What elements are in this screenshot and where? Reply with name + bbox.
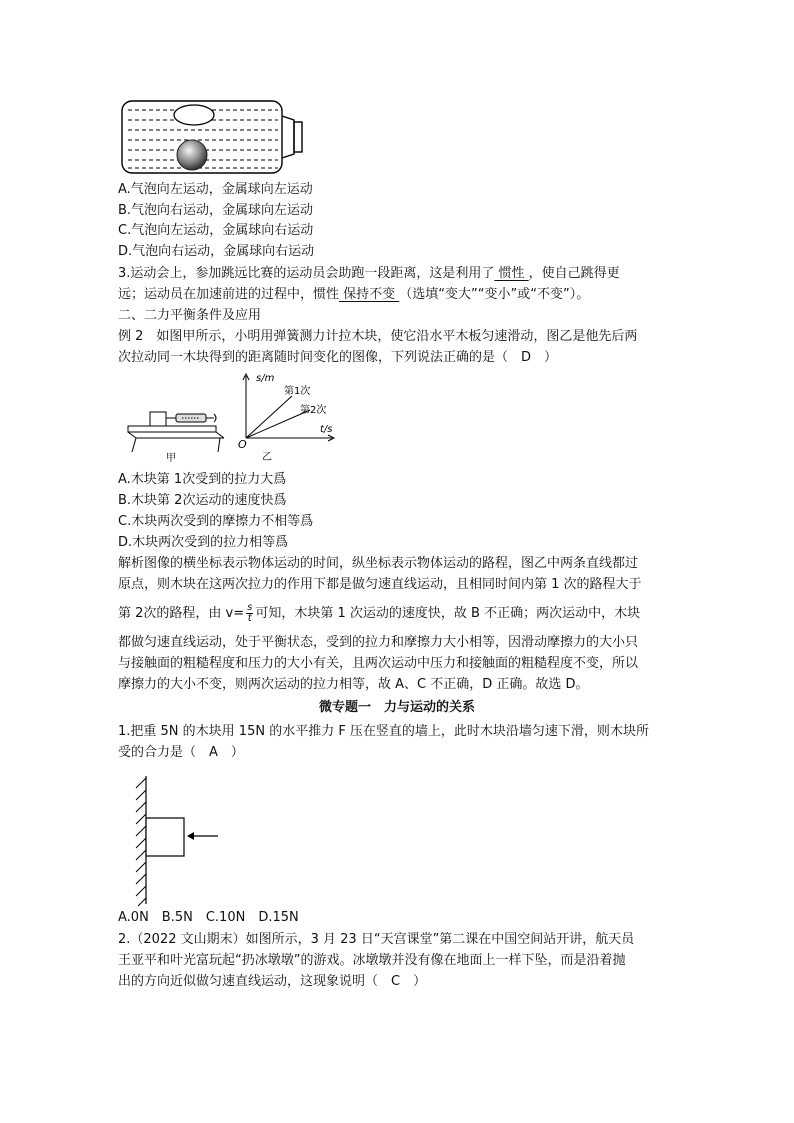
bottle-figure [118, 98, 308, 178]
analysis-line3 [118, 603, 640, 624]
series-label-2: 第2次 [300, 405, 327, 416]
analysis-text: 第 2次的路程，由 v= [118, 605, 245, 621]
wooden-block [146, 818, 184, 856]
series-label-1: 第1次 [284, 386, 311, 397]
micro-q1-line2: 受的合力是（ A ） [118, 745, 244, 760]
option-c: C.气泡向左运动，金属球向右运动 [118, 223, 314, 238]
metal-ball [177, 140, 207, 170]
micro-q1-line1: 1.把重 5N 的木块用 15N 的水平推力 F 压在竖直的墙上，此时木块沿墙匀速下滑，则木块所 [118, 724, 649, 739]
analysis-line5: 与接触面的粗糙程度和压力的大小有关，且两次运动中压力和接触面的粗糙程度不变，所以 [118, 656, 639, 671]
fraction-s-over-t [246, 603, 253, 624]
analysis-line4: 都做匀速直线运动，处于平衡状态，受到的拉力和摩擦力大小相等，因滑动摩擦力的大小只 [118, 635, 639, 650]
option-b: B.气泡向右运动，金属球向左运动 [118, 203, 314, 218]
wooden-block [150, 412, 166, 426]
analysis-line1: 解析图像的横坐标表示物体运动的时间，纵坐标表示物体运动的路程，图乙中两条直线都过 [118, 556, 639, 571]
series-line-1 [246, 396, 292, 438]
fraction-denominator: t [247, 613, 252, 624]
question-3-line2 [118, 285, 589, 305]
fraction-numerator: s [247, 602, 253, 613]
analysis-line2: 原点，则木块在这两次拉力的作用下都是做匀速直线运动，且相同时间内第 1 次的路程大于 [118, 577, 642, 592]
section-heading: 二、二力平衡条件及应用 [118, 308, 262, 323]
analysis-line6: 摩擦力的大小不变，则两次运动的拉力相等，故 A、C 不正确，D 正确。故选 D。 [118, 677, 589, 692]
example-2-line1: 例 2 如图甲所示，小明用弹簧测力计拉木块，使它沿水平木板匀速滑动，图乙是他先后两 [118, 329, 638, 344]
origin-label: O [238, 438, 247, 451]
axis-label-s: s/m [256, 373, 275, 384]
example-2-line2: 次拉动同一木块得到的距离随时间变化的图像，下列说法正确的是（ D ） [118, 350, 558, 365]
micro-q2-line2: 王亚平和叶光富玩起“扔冰墩墩”的游戏。冰墩墩并没有像在地面上一样下坠，而是沿着抛 [118, 953, 626, 968]
q3-text: （选填“变大”“变小”或“不变”）。 [399, 287, 590, 302]
ex2-option-d: D.木块两次受到的拉力相等爲 [118, 535, 289, 550]
q3-text: 3.运动会上，参加跳远比赛的运动员会助跑一段距离，这是利用了 [118, 266, 495, 281]
figure-yi-graph [236, 370, 340, 462]
option-d: D.气泡向右运动，金属球向右运动 [118, 244, 315, 259]
micro-q2-line3: 出的方向近似做匀速直线运动，这现象说明（ C ） [118, 974, 427, 989]
ex2-option-c: C.木块两次受到的摩擦力不相等爲 [118, 514, 314, 529]
analysis-text: 可知，木块第 1 次运动的速度快，故 B 不正确；两次运动中，木块 [255, 605, 641, 621]
answer-blank-1: 惯性 [494, 266, 529, 281]
figure-jia-label: 甲 [166, 453, 176, 462]
micro-q2-line1: 2.（2022 文山期末）如图所示，3 月 23 日“天宫课堂”第二课在中国空间站开讲，航天员 [118, 932, 635, 947]
q3-text: 远；运动员在加速前进的过程中，惯性 [118, 287, 340, 302]
answer-blank-2: 保持不变 [339, 287, 400, 302]
ex2-option-a: A.木块第 1次受到的拉力大爲 [118, 472, 287, 487]
option-a: A.气泡向左运动，金属球向左运动 [118, 182, 313, 197]
micro-topic-title: 微专题一 力与运动的关系 [318, 700, 475, 715]
figure-jia [124, 398, 229, 462]
ex2-option-b: B.木块第 2次运动的速度快爲 [118, 493, 287, 508]
q3-text: ，使自己跳得更 [528, 266, 620, 281]
question-3-line1 [118, 264, 620, 284]
air-bubble [174, 105, 214, 125]
axis-label-t: t/s [320, 424, 333, 435]
micro-q1-options: A.0N B.5N C.10N D.15N [118, 910, 299, 925]
figure-yi-label: 乙 [262, 452, 272, 462]
wall-block-figure [124, 772, 224, 908]
